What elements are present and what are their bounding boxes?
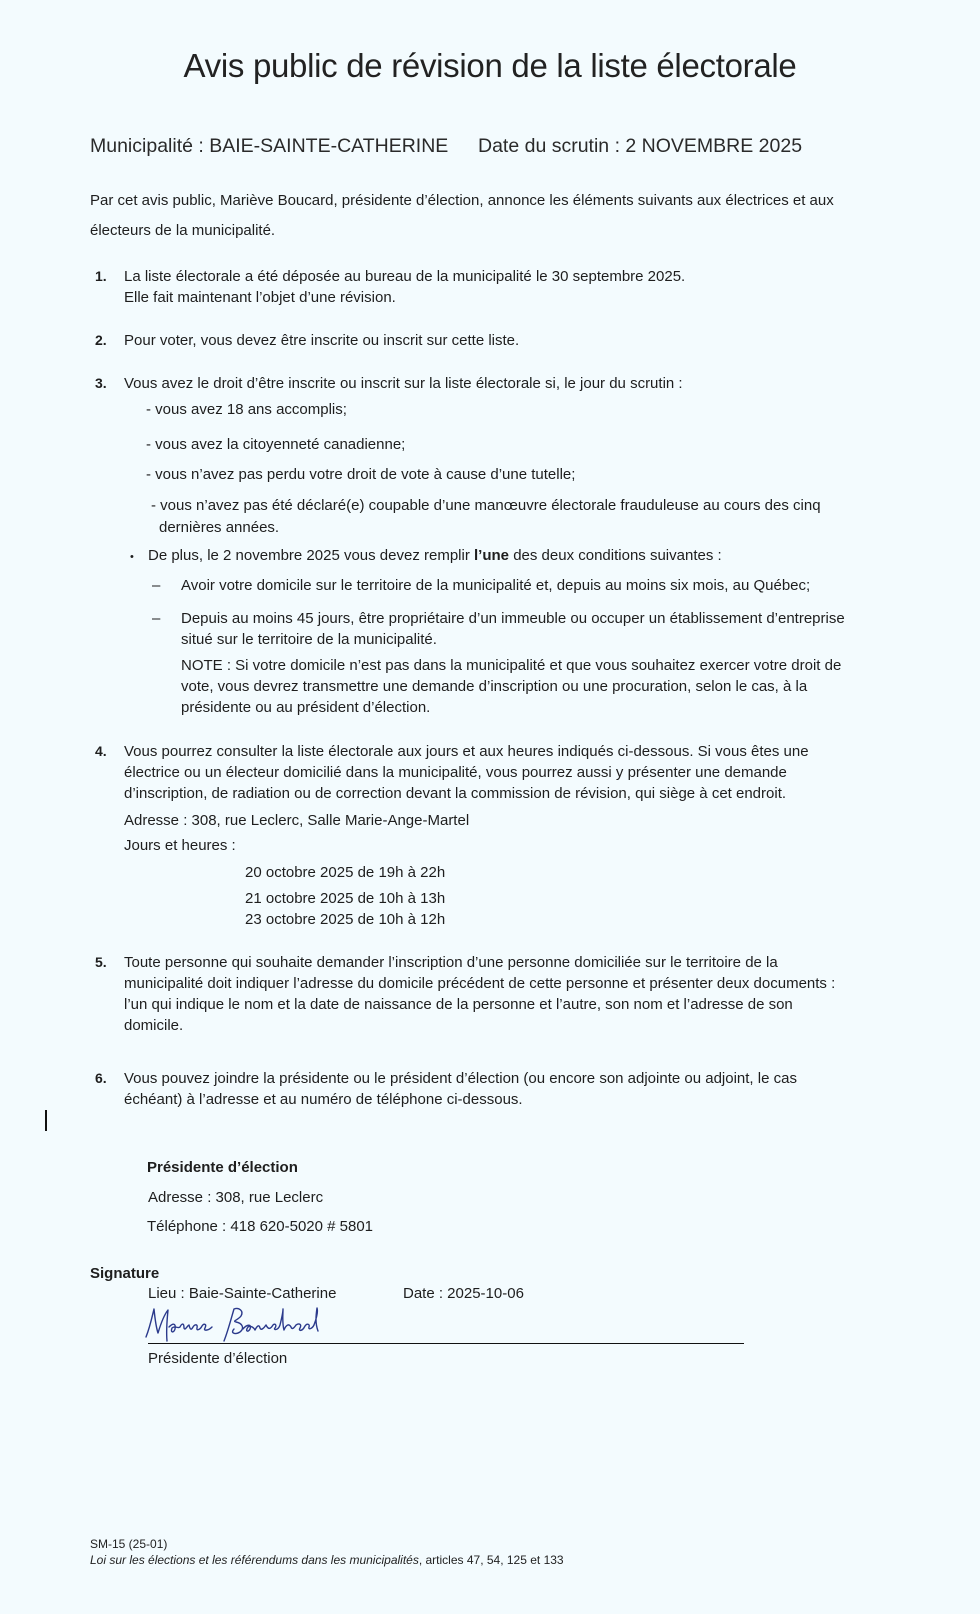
sub-condition-property-line-1: Depuis au moins 45 jours, être propriétaire d’un immeuble ou occuper un établissement d’entreprise [181, 610, 845, 627]
signature-stroke [169, 1324, 212, 1332]
signature-line [148, 1343, 744, 1344]
text-cursor [45, 1110, 47, 1131]
condition-guardianship: - vous n’avez pas perdu votre droit de vote à cause d’une tutelle; [146, 466, 576, 483]
signature-label: Signature [90, 1265, 160, 1282]
item-3-line-1: Vous avez le droit d’être inscrite ou inscrit sur la liste électorale si, le jour du scrutin : [124, 375, 683, 392]
item-5-line-2: municipalité doit indiquer l’adresse du domicile précédent de cette personne et présenter deux documents : [124, 975, 836, 992]
item-number: 5. [95, 954, 107, 970]
page-title: Avis public de révision de la liste électorale [183, 47, 797, 84]
signature-place: Lieu : Baie-Sainte-Catherine [148, 1285, 337, 1302]
contact-address: Adresse : 308, rue Leclerc [148, 1189, 324, 1206]
item-4-line-3: d’inscription, de radiation ou de correction devant la commission de révision, qui siège à cet endroit. [124, 785, 787, 802]
form-code: SM-15 (25-01) [90, 1537, 168, 1551]
item-number: 1. [95, 268, 107, 284]
note-line-2: vote, vous devrez transmettre une demande d’inscription ou une procuration, selon le cas, à la [181, 678, 808, 695]
item-number: 2. [95, 332, 107, 348]
condition-fraud-line-1: - vous n’avez pas été déclaré(e) coupable d’une manœuvre électorale frauduleuse au cours des cinq [151, 497, 821, 514]
schedule-entry: 20 octobre 2025 de 19h à 22h [245, 864, 446, 881]
item-number: 3. [95, 375, 107, 391]
election-date-label: Date du scrutin : 2 NOVEMBRE 2025 [478, 135, 803, 157]
municipality-label: Municipalité : BAIE-SAINTE-CATHERINE [90, 135, 449, 157]
signature-stroke [224, 1308, 243, 1341]
signature-date: Date : 2025-10-06 [403, 1285, 524, 1302]
schedule-entry: 21 octobre 2025 de 10h à 13h [245, 890, 446, 907]
item-2-line-1: Pour voter, vous devez être inscrite ou inscrit sur cette liste. [124, 332, 520, 349]
intro-line-2: électeurs de la municipalité. [90, 222, 276, 239]
item-6-line-1: Vous pouvez joindre la présidente ou le président d’élection (ou encore son adjointe ou adjoint, le cas [124, 1070, 797, 1087]
note-line-3: présidente ou au président d’élection. [181, 699, 431, 716]
additional-conditions-intro: De plus, le 2 novembre 2025 vous devez remplir l’une des deux conditions suivantes : [148, 547, 722, 564]
note-line-1: NOTE : Si votre domicile n’est pas dans la municipalité et que vous souhaitez exercer votre droit de [181, 657, 842, 674]
law-reference: Loi sur les élections et les référendums dans les municipalités, articles 47, 54, 125 et 133 [90, 1553, 564, 1567]
bullet-marker: • [130, 551, 134, 563]
condition-citizenship: - vous avez la citoyenneté canadienne; [146, 436, 406, 453]
hours-label: Jours et heures : [124, 837, 236, 854]
item-5-line-1: Toute personne qui souhaite demander l’inscription d’une personne domiciliée sur le territoire de la [124, 954, 778, 971]
item-number: 4. [95, 743, 107, 759]
intro-line-1: Par cet avis public, Mariève Boucard, présidente d’élection, annonce les éléments suivants aux électrices et aux [90, 192, 834, 209]
condition-age: - vous avez 18 ans accomplis; [146, 401, 347, 418]
dash-marker: – [152, 610, 161, 627]
item-5-line-3: l’un qui indique le nom et la date de naissance de la personne et l’autre, son nom et l’adresse de son [124, 996, 793, 1013]
dash-marker: – [152, 577, 161, 594]
item-4-line-1: Vous pourrez consulter la liste électorale aux jours et aux heures indiqués ci-dessous. Si vous êtes une [124, 743, 809, 760]
revision-address: Adresse : 308, rue Leclerc, Salle Marie-Ange-Martel [124, 812, 470, 829]
item-4-line-2: électrice ou un électeur domicilié dans la municipalité, vous pourrez aussi y présenter une demande [124, 764, 787, 781]
condition-fraud-line-2: dernières années. [159, 519, 280, 536]
signature-role: Présidente d’élection [148, 1350, 288, 1367]
item-1-line-2: Elle fait maintenant l’objet d’une révision. [124, 289, 396, 306]
contact-phone: Téléphone : 418 620-5020 # 5801 [147, 1218, 374, 1235]
sub-condition-property-line-2: situé sur le territoire de la municipalité. [181, 631, 437, 648]
item-1-line-1: La liste électorale a été déposée au bureau de la municipalité le 30 septembre 2025. [124, 268, 686, 285]
signature-stroke [146, 1309, 168, 1341]
schedule-entry: 23 octobre 2025 de 10h à 12h [245, 911, 446, 928]
handwritten-signature [142, 1303, 322, 1347]
item-number: 6. [95, 1070, 107, 1086]
contact-title: Présidente d’élection [147, 1159, 298, 1176]
signature-stroke [243, 1308, 318, 1331]
item-6-line-2: échéant) à l’adresse et au numéro de téléphone ci-dessous. [124, 1091, 523, 1108]
sub-condition-domicile: Avoir votre domicile sur le territoire de la municipalité et, depuis au moins six mois, au Québec; [181, 577, 811, 594]
item-5-line-4: domicile. [124, 1017, 184, 1034]
